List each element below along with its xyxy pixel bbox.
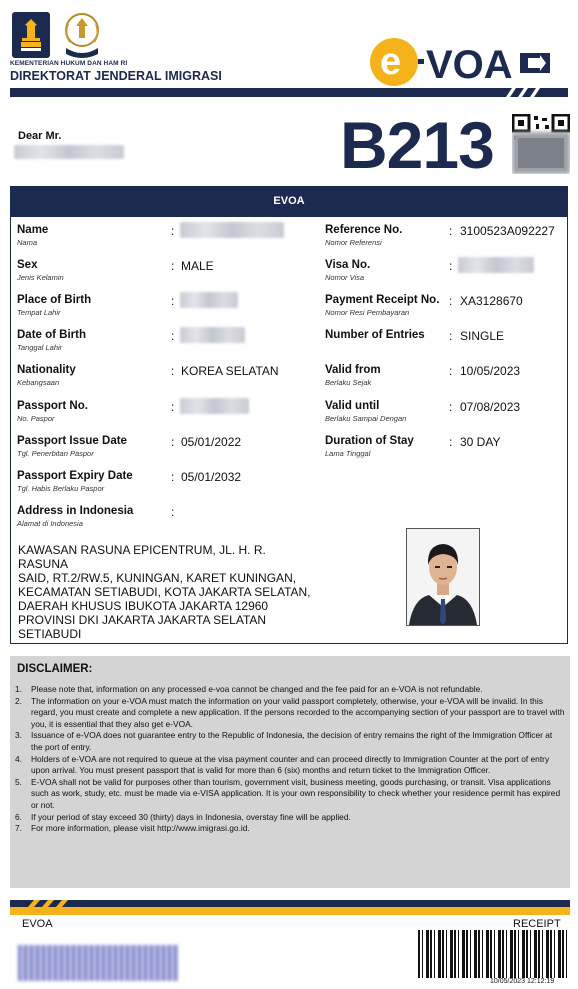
address-line: PROVINSI DKI JAKARTA JAKARTA SELATAN [18,613,267,627]
field-sublabel: Berlaku Sampai Dengan [325,414,407,423]
field-value: 3100523A092227 [460,224,555,238]
field-colon: : [449,259,453,273]
field-label: Reference No. [325,224,403,236]
disclaimer-item-text: Issuance of e-VOA does not guarantee entry to the Republic of Indonesia, the decision of entry remains the right of the Immigration Officer at the port of entry. [31,730,553,752]
field-label: Place of Birth [17,294,92,306]
holder-photo [406,528,480,626]
field-colon: : [171,294,175,308]
footer-bar [10,900,570,907]
disclaimer-item [15,696,565,731]
address-line: KECAMATAN SETIABUDI, KOTA JAKARTA SELATAN, [18,585,311,599]
field-sublabel: Alamat di Indonesia [17,519,83,528]
header-divider-bar [10,88,568,97]
disclaimer-item-number: 6. [15,811,22,822]
field-colon: : [449,294,453,308]
field-colon: : [171,329,175,343]
garuda-logo [12,12,50,58]
address-line: DAERAH KHUSUS IBUKOTA JAKARTA 12960 [18,599,269,613]
disclaimer-item-number: 5. [15,776,22,787]
field-label: Passport Expiry Date [17,470,133,482]
redacted-visa-no-value [458,257,534,273]
field-sublabel: No. Paspor [17,414,55,423]
address-line: SETIABUDI [18,627,82,641]
field-sublabel: Jenis Kelamin [17,273,64,282]
field-colon: : [449,364,453,378]
field-label: Sex [17,259,38,271]
ministry-name: KEMENTERIAN HUKUM DAN HAM RI [10,60,128,67]
field-sublabel: Nomor Resi Pembayaran [325,308,410,317]
field-label: Visa No. [325,259,371,271]
field-sublabel: Nomor Referensi [325,238,382,247]
footer-accent-bar [10,907,570,915]
field-sublabel: Berlaku Sejak [325,378,372,387]
disclaimer-item [15,823,565,835]
disclaimer-item-number: 1. [15,684,22,694]
redacted-passport-no-value [180,398,249,414]
field-sublabel: Nomor Visa [325,273,365,282]
disclaimer-item-text: Holders of e-VOA are not required to queue at the visa payment counter and can proceed directly to Immigration Counter at the port of entry upon arrival. You must present passport that is valid for more than 6 (six) months and return ticket to the Immigration Officer. [31,753,550,776]
field-sublabel: Tgl. Habis Berlaku Paspor [17,484,105,493]
field-label: Nationality [17,364,76,376]
field-sublabel: Tgl. Penerbitan Paspor [17,449,94,458]
field-label: Valid until [325,400,380,412]
field-colon: : [449,329,453,343]
field-colon: : [171,400,175,414]
redacted-date-of-birth-value [180,327,245,343]
disclaimer-list [15,684,565,835]
address-block [18,543,318,641]
disclaimer-item-number: 3. [15,730,22,741]
immigration-seal-logo [58,10,106,60]
field-colon: : [449,400,453,414]
field-label: Passport No. [17,400,88,412]
disclaimer-item-text: For more information, please visit http://www.imigrasi.go.id. [31,823,250,834]
field-label: Name [17,224,49,236]
receipt-barcode [418,930,568,978]
disclaimer-item-number: 7. [15,823,22,834]
address-line: KAWASAN RASUNA EPICENTRUM, JL. H. R. RASUNA [18,543,266,571]
footer-stripe-decoration [10,900,80,907]
visa-code: B213 [340,108,494,182]
field-colon: : [449,224,453,238]
svg-text:VOA: VOA [426,43,513,87]
address-line: SAID, RT.2/RW.5, KUNINGAN, KARET KUNINGAN, [18,571,297,585]
field-value: SINGLE [460,329,505,343]
field-colon: : [171,224,175,238]
field-value: 10/05/2023 [460,364,521,378]
disclaimer-item-number: 2. [15,695,22,706]
footer-evoa-label: EVOA [22,918,53,930]
disclaimer-item [15,730,565,753]
emblem-icon [16,16,46,54]
field-label: Date of Birth [17,329,86,341]
field-label: Passport Issue Date [17,435,127,447]
field-value: XA3128670 [460,294,523,308]
field-label: Address in Indonesia [17,505,134,517]
field-value: KOREA SELATAN [181,364,279,378]
qr-code-icon [512,114,570,174]
field-colon: : [171,259,175,273]
field-label: Valid from [325,364,381,376]
field-sublabel: Nama [17,238,38,247]
disclaimer-item-number: 4. [15,753,22,764]
field-value: 05/01/2022 [181,435,242,449]
svg-text:e: e [380,41,402,83]
disclaimer-item-text: E-VOA shall not be valid for purposes other than tourism, government visit, business meeting, goods purchasing, or transit. Visa applications such as work, study, etc. must be made via e-VISA application. It is your own responsibility to check whether your residence permit has expired or not. [31,776,561,810]
disclaimer-item-text: Please note that, information on any processed e-voa cannot be changed and the fee paid for an e-VOA is not refundable. [31,684,483,694]
portrait-image [407,529,479,625]
disclaimer-item [15,754,565,777]
section-title: EVOA [10,186,568,217]
field-value: 05/01/2032 [181,470,242,484]
greeting: Dear Mr. [18,130,62,142]
field-colon: : [449,435,453,449]
field-value: 30 DAY [460,435,501,449]
seal-icon [58,10,106,60]
disclaimer-item-text: The information on your e-VOA must match the information on your valid passport completely, otherwise, your e-VOA will be invalid. In this regard, you must create and complete a new application. If the persons recorded to the accompanying section of your passport are to travel with you, it is essential that they also get e-VOA. [31,695,565,729]
field-value: 07/08/2023 [460,400,521,414]
disclaimer-item-text: If your period of stay exceed 30 (thirty) days in Indonesia, overstay fine will be applied. [31,811,351,822]
directorate-name: DIREKTORAT JENDERAL IMIGRASI [10,69,222,83]
footer-receipt-label: RECEIPT [513,918,561,930]
disclaimer-item [15,684,565,696]
disclaimer-item [15,812,565,824]
field-sublabel: Tempat Lahir [17,308,61,317]
receipt-timestamp: 10/05/2023 12:12:19 [490,978,555,985]
disclaimer-item [15,777,565,812]
field-sublabel: Tanggal Lahir [17,343,63,352]
redacted-holder-name [14,145,124,159]
header-stripe-decoration [500,88,568,97]
field-colon: : [171,364,175,378]
field-colon: : [171,470,175,484]
field-value: MALE [181,259,214,273]
field-colon: : [171,505,175,519]
field-sublabel: Lama Tinggal [325,449,371,458]
field-colon: : [171,435,175,449]
disclaimer-title: DISCLAIMER: [17,663,93,675]
field-sublabel: Kebangsaan [17,378,60,387]
field-label: Duration of Stay [325,435,414,447]
redacted-name-value [180,222,284,238]
evoa-brand-logo [368,28,568,88]
redacted-barcode [18,945,178,981]
field-label: Payment Receipt No. [325,294,440,306]
redacted-place-of-birth-value [180,292,238,308]
field-label: Number of Entries [325,329,425,341]
